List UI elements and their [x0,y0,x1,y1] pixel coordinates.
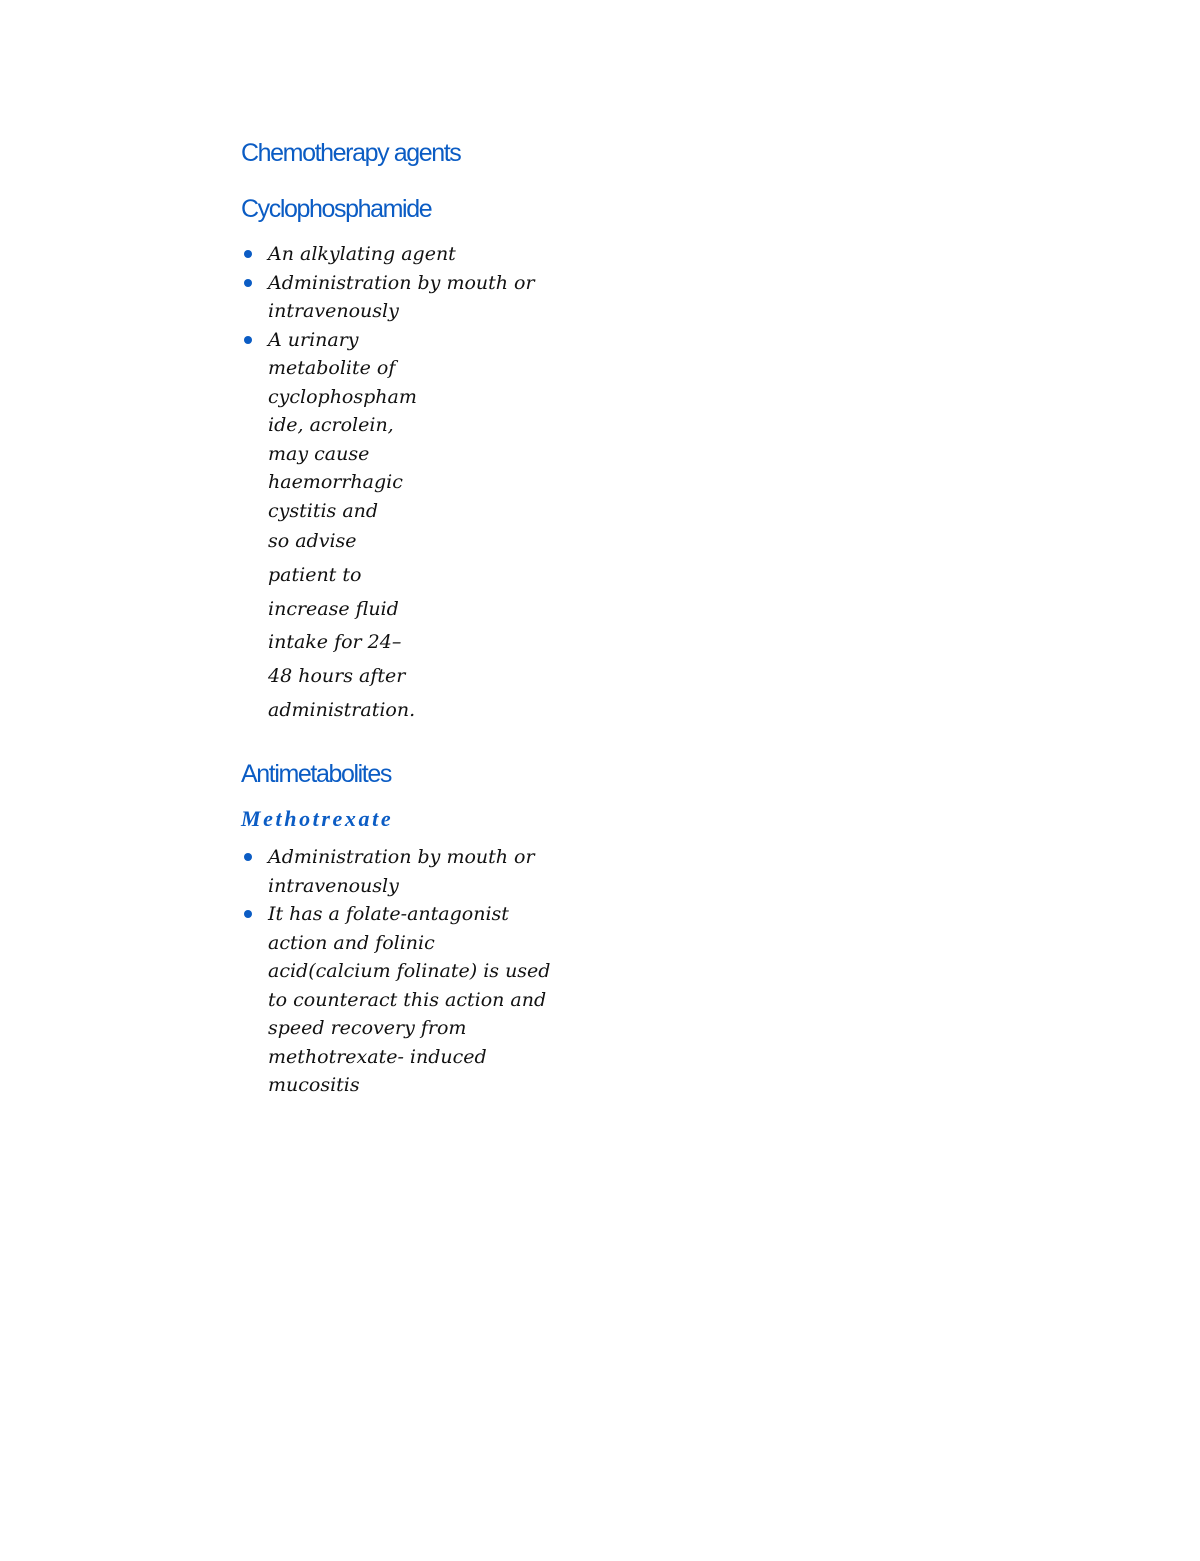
antimetabolites-heading: Antimetabolites [241,760,391,788]
list-item-text: cystitis and [268,499,379,522]
list-item-text: acid(calcium folinate) is used [268,960,551,982]
list-item-text: action and folinic [268,931,435,954]
list-item [241,240,535,269]
list-item-text: patient to [268,563,362,586]
list-item-text: so advise [268,530,357,552]
list-item-text: mucositis [268,1074,360,1096]
list-item [241,269,535,326]
list-item-text: may cause [268,442,370,465]
list-item-text: cyclophospham [268,385,417,408]
list-item-text: metabolite of [268,357,396,379]
list-item [241,843,550,900]
cyclophosphamide-list [241,240,535,728]
list-item-text: Administration by mouth or [268,271,535,294]
list-item-text: Administration by mouth or [268,846,535,868]
section-title: Chemotherapy agents [241,139,461,167]
list-item-text: intravenously [268,874,399,897]
list-item [241,900,550,1100]
list-item-text: It has a folate-antagonist [268,903,509,925]
bullet-icon [244,279,252,287]
list-item-text: administration. [268,698,416,721]
list-item-text: increase fluid [268,597,399,620]
bullet-icon [244,853,252,861]
list-item-text: to counteract this action and [268,988,547,1011]
list-item-text: 48 hours after [268,665,406,688]
bullet-icon [244,250,252,258]
list-item-text: ide, acrolein, [268,414,394,436]
list-item [241,326,535,728]
bullet-icon [244,910,252,918]
list-item-text: speed recovery from [268,1017,467,1039]
list-item-text: methotrexate- induced [268,1045,487,1068]
methotrexate-list [241,843,550,1100]
list-item-text: haemorrhagic [268,471,403,493]
list-item-text: An alkylating agent [268,243,456,265]
list-item-text: intake for 24– [268,631,402,654]
bullet-icon [244,336,252,344]
list-item-text: intravenously [268,300,399,322]
list-item-text: A urinary [268,328,359,351]
cyclophosphamide-heading: Cyclophosphamide [241,195,432,223]
methotrexate-subheading: Methotrexate [241,806,394,831]
